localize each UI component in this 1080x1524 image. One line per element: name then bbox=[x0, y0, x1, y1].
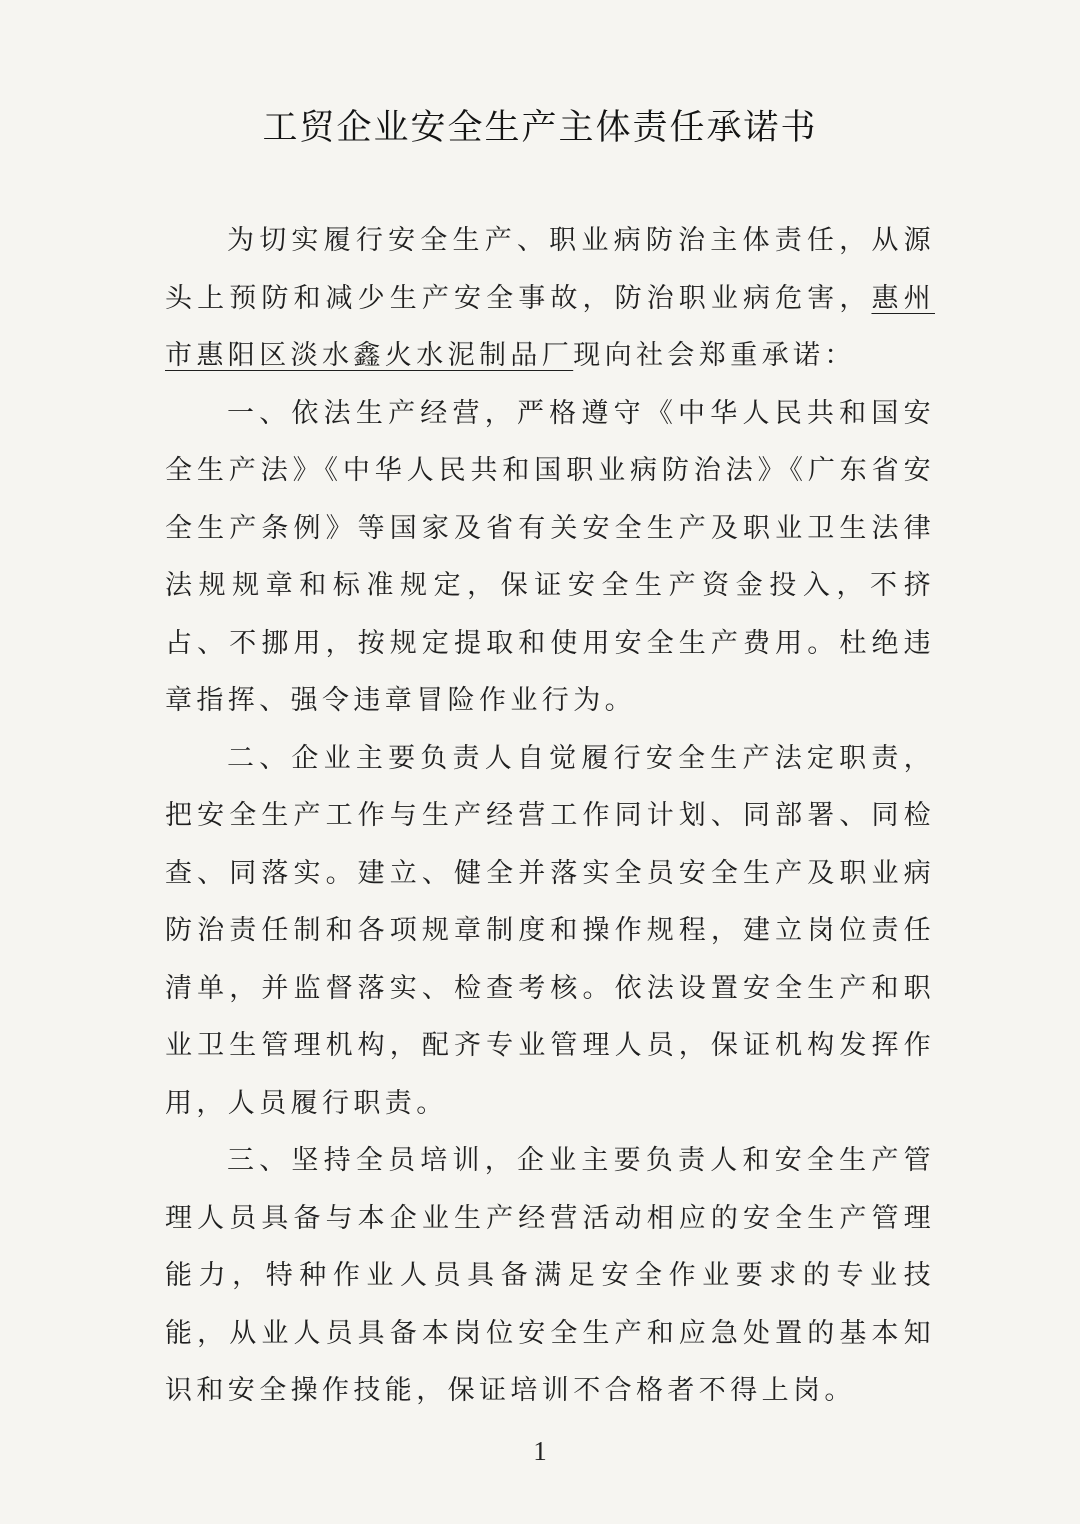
intro-text-after: 现向社会郑重承诺： bbox=[573, 340, 856, 371]
document-body bbox=[165, 212, 935, 1420]
intro-text-before: 为切实履行安全生产、职业病防治主体责任，从源头上预防和减少生产安全事故，防治职业病危害， bbox=[165, 225, 935, 314]
intro-paragraph bbox=[165, 212, 935, 385]
paragraph-3: 三、坚持全员培训，企业主要负责人和安全生产管理人员具备与本企业生产经营活动相应的安全生产管理能力，特种作业人员具备满足安全作业要求的专业技能，从业人员具备本岗位安全生产和应急处置的基本知识和安全操作技能，保证培训不合格者不得上岗。 bbox=[165, 1145, 935, 1406]
document-title: 工贸企业安全生产主体责任承诺书 bbox=[262, 108, 818, 148]
page-number: 1 bbox=[533, 1436, 547, 1466]
company-name: 惠州市惠阳区淡水鑫火水泥制品厂 bbox=[165, 282, 935, 371]
paragraph-1: 一、依法生产经营，严格遵守《中华人民共和国安全生产法》《中华人民共和国职业病防治法》《广东省安全生产条例》等国家及省有关安全生产及职业卫生法律法规规章和标准规定，保证安全生产资金投入，不挤占、不挪用，按规定提取和使用安全生产费用。杜绝违章指挥、强令违章冒险作业行为。 bbox=[165, 397, 935, 716]
paragraph-2: 二、企业主要负责人自觉履行安全生产法定职责，把安全生产工作与生产经营工作同计划、同部署、同检查、同落实。建立、健全并落实全员安全生产及职业病防治责任制和各项规章制度和操作规程，建立岗位责任清单，并监督落实、检查考核。依法设置安全生产和职业卫生管理机构，配齐专业管理人员，保证机构发挥作用，人员履行职责。 bbox=[165, 742, 935, 1119]
